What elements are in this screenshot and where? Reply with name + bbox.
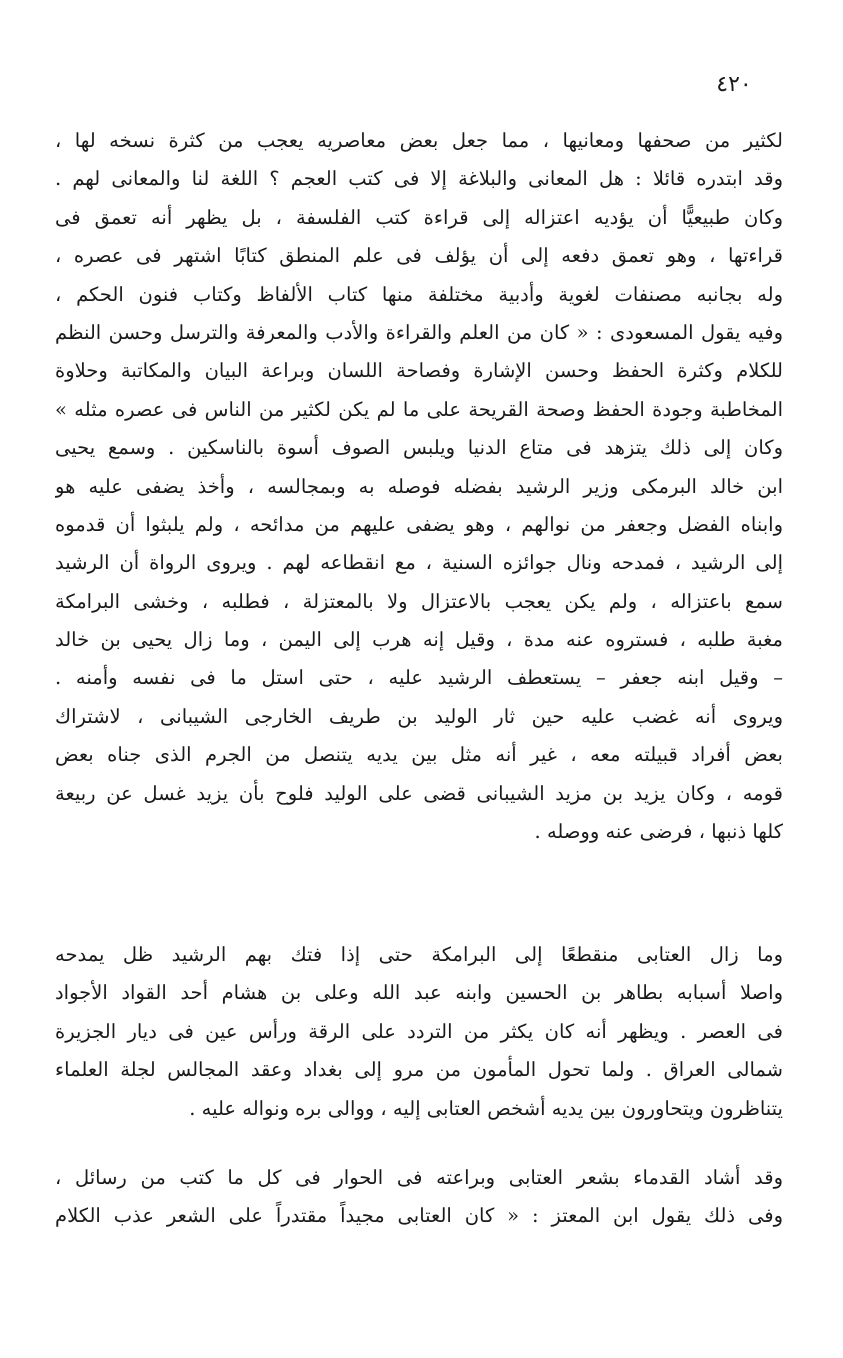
text-line: لكثير من صحفها ومعانيها ، مما جعل بعض معاصريه يعجب من كثرة نسخه لها ، [55,129,783,152]
text-line: ويروى أنه غضب عليه حين ثار الوليد بن طريف الخارجى الشيبانى ، لاشتراك [55,704,783,728]
text-line: وفيه يقول المسعودى : « كان من العلم والقراءة والأدب والمعرفة والترسل وحسن النظم [55,320,783,344]
text-line: شمالى العراق . ولما تحول المأمون من مرو إلى بغداد وعقد المجالس لجلة العلماء [55,1058,783,1082]
text-line: وله بجانبه مصنفات لغوية وأدبية مختلفة منها كتاب الألفاظ وكتاب فنون الحكم ، [55,282,783,306]
text-line: ابن خالد البرمكى وزير الرشيد بفضله فوصله به وبمجالسه ، وأخذ يضفى عليه هو [55,474,783,498]
text-line: المخاطبة وجودة الحفظ وصحة القريحة على ما لم يكن لكثير من الناس فى عصره مثله » [55,397,783,421]
text-line: إلى الرشيد ، فمدحه ونال جوائزه السنية ، مع انقطاعه لهم . ويروى الرواة أن الرشيد [55,551,783,575]
text-line: وقد أشاد القدماء بشعر العتابى وبراعته فى الحوار فى كل ما كتب من رسائل ، [55,1166,783,1189]
text-line: يتناظرون ويتحاورون بين يديه أشخص العتابى إليه ، ووالى بره ونواله عليه . [189,1096,783,1120]
paragraph [55,122,783,851]
text-line: مغبة طلبه ، فستروه عنه مدة ، وقيل إنه هرب إلى اليمن ، وما زال يحيى بن خالد [55,628,783,652]
text-line: – وقيل ابنه جعفر – يستعطف الرشيد عليه ، حتى استل ما فى نفسه وأمنه . [55,666,783,690]
text-line: واصلا أسبابه بطاهر بن الحسين وابنه عبد الله وعلى بن هشام أحد القواد الأجواد [55,981,783,1005]
text-line: وكان طبيعيًّا أن يؤديه اعتزاله إلى قراءة كتب الفلسفة ، بل يظهر أنه تعمق فى [55,205,783,229]
paragraph [55,1159,783,1236]
page-number: ٤٢٠ [716,72,752,97]
text-line: وابناه الفضل وجعفر من نوالهم ، وهو يضفى عليهم من مدائحه ، ولم يلبثوا أن قدموه [55,512,783,536]
text-line: قومه ، وكان يزيد بن مزيد الشيبانى قضى على الوليد فلوح بأن يزيد غسل عن ربيعة [55,781,783,805]
text-line: وقد ابتدره قائلا : هل المعانى والبلاغة إلا فى كتب العجم ؟ اللغة لنا والمعانى لهم . [55,167,783,191]
text-line: قراءتها ، وهو تعمق دفعه إلى أن يؤلف فى علم المنطق كتابًا اشتهر فى عصره ، [55,244,783,268]
text-line: كلها ذنبها ، فرضى عنه ووصله . [534,820,783,844]
text-line: وكان إلى ذلك يتزهد فى متاع الدنيا ويلبس الصوف أسوة بالناسكين . وسمع يحيى [55,436,783,460]
paragraph [55,936,783,1128]
text-line: فى العصر . ويظهر أنه كان يكثر من التردد على الرقة ورأس عين فى ديار الجزيرة [55,1019,783,1043]
text-line: سمع باعتزاله ، ولم يكن يعجب بالاعتزال ولا بالمعتزلة ، فطلبه ، وخشى البرامكة [55,589,783,613]
text-line: بعض أفراد قبيلته معه ، غير أنه مثل بين يديه يتنصل من الجرم الذى جناه بعض [55,743,783,767]
text-line: وما زال العتابى منقطعًا إلى البرامكة حتى إذا فتك بهم الرشيد ظل يمدحه [55,943,783,966]
text-line: للكلام وكثرة الحفظ وحسن الإشارة وفصاحة اللسان وبراعة البيان والمكاتبة وحلاوة [55,359,783,383]
text-line: وفى ذلك يقول ابن المعتز : « كان العتابى مجيداً مقتدراً على الشعر عذب الكلام [55,1204,783,1228]
